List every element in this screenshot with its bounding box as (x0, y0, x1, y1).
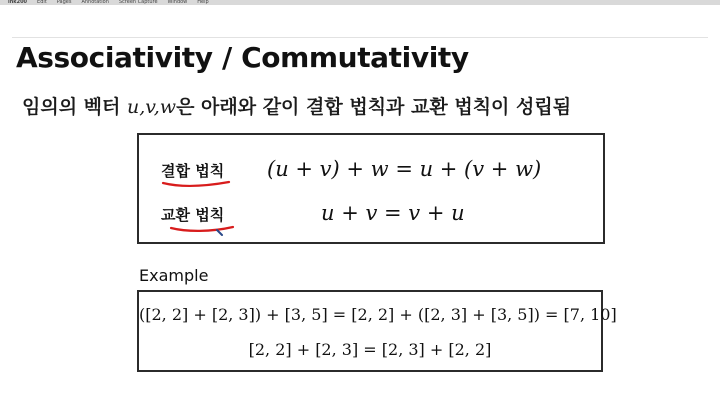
subtitle-suffix: 은 아래와 같이 결합 법칙과 교환 법칙이 성립됨 (176, 96, 572, 118)
slide-subtitle (22, 92, 571, 119)
menu-edit[interactable]: Edit (37, 0, 47, 5)
commutative-law-label: 교환 법칙 (161, 206, 225, 224)
menu-window[interactable]: Window (167, 0, 188, 5)
example-line-associative: ([2, 2] + [2, 3]) + [3, 5] = [2, 2] + ([2, 3] + [3, 5]) = [7, 10] (139, 305, 617, 324)
commutative-underline-annotation (169, 223, 241, 235)
menu-bar (0, 0, 720, 5)
menu-annotation[interactable]: Annotation (81, 0, 109, 5)
slide-title: Associativity / Commutativity (16, 41, 469, 74)
menu-app-name[interactable]: ink200 (8, 0, 28, 5)
associative-underline-annotation (161, 179, 233, 189)
example-line-commutative: [2, 2] + [2, 3] = [2, 3] + [2, 2] (248, 340, 492, 359)
menu-help[interactable]: Help (197, 0, 209, 5)
laws-box (137, 133, 605, 244)
title-divider (12, 37, 708, 38)
associative-law-label: 결합 법칙 (161, 162, 225, 180)
example-label: Example (139, 266, 209, 285)
pen-cursor-icon (216, 229, 224, 237)
associative-law-formula: (u + v) + w = u + (v + w) (267, 157, 542, 181)
subtitle-prefix: 임의의 벡터 (22, 96, 127, 118)
example-box (137, 290, 617, 372)
subtitle-vector-vars: u,v,w (127, 96, 177, 118)
menu-pages[interactable]: Pages (56, 0, 72, 5)
commutative-law-formula: u + v = v + u (321, 201, 465, 225)
menu-screen-capture[interactable]: Screen Capture (118, 0, 158, 5)
